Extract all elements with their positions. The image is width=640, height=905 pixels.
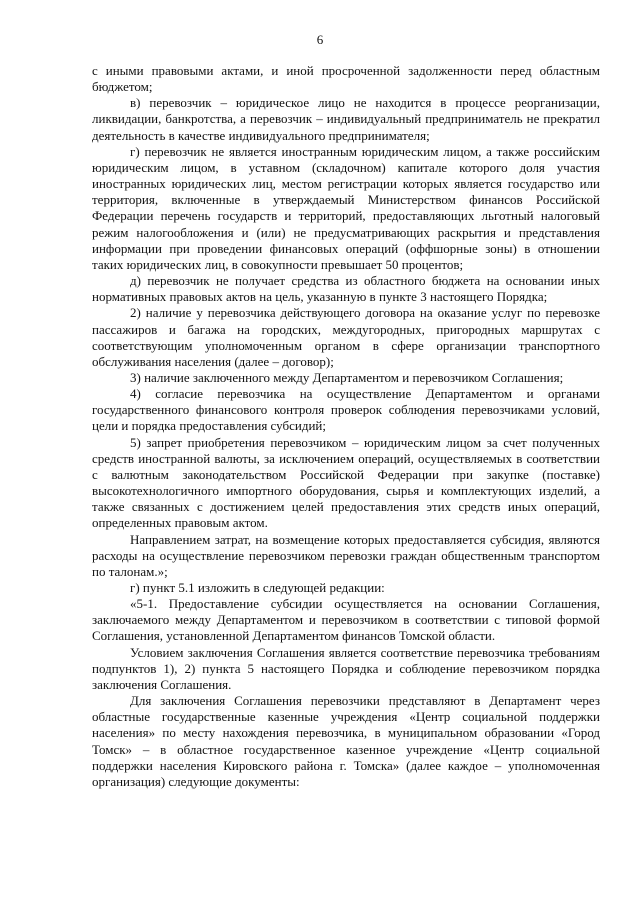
paragraph: 4) согласие перевозчика на осуществление Департаментом и органами государственного финансового контроля проверок соблюдения перевозчиками условий, цели и порядка предоставления субсидий; xyxy=(92,386,600,434)
paragraph: 3) наличие заключенного между Департаментом и перевозчиком Соглашения; xyxy=(130,369,564,385)
paragraph: 5) запрет приобретения перевозчиком – юридическим лицом за счет полученных средств иностранной валюты, за исключением операций, осуществляемых в соответствии с валютным законодательством Российской Федерации при закупке (поставке) высокотехнологичного импортного оборудования, сырья и комплектующих изделий, а также связанных с достижением целей предоставления этих средств иных операций, определенных правовым актом. xyxy=(92,434,600,531)
paragraph: г) перевозчик не является иностранным юридическим лицом, а также российским юридическим лицом, в уставном (складочном) капитале которого доля участия иностранных юридических лиц, местом регистрации которых является государство или территория, включенные в утверждаемый Министерством финансов Российской Федерации перечень государств и территорий, предоставляющих льготный налоговый режим налогообложения и (или) не предусматривающих раскрытия и представления информации при проведении финансовых операций (оффшорные зоны) в отношении таких юридических лиц, в совокупности превышает 50 процентов; xyxy=(92,143,600,272)
paragraph: Направлением затрат, на возмещение которых предоставляется субсидия, являются расходы на осуществление перевозчиком перевозки граждан общественным транспортом по талонам.»; xyxy=(92,531,600,579)
paragraph: г) пункт 5.1 изложить в следующей редакции: xyxy=(130,580,385,595)
paragraph: 2) наличие у перевозчика действующего договора на оказание услуг по перевозке пассажиров и багажа на городских, междугородных, пригородных маршрутах с соответствующим уполномоченным органом в сфере организации транспортного обслуживания населения (далее – договор); xyxy=(92,305,600,369)
paragraph: Для заключения Соглашения перевозчики представляют в Департамент через областные государственные казенные учреждения «Центр социальной поддержки населения» по месту нахождения перевозчика, в муниципальном образовании «Город Томск» – в областное государственное казенное учреждение «Центр социальной поддержки населения Кировского района г. Томска» (далее каждое – уполномоченная организация) следующие документы: xyxy=(92,693,600,789)
page-number: 6 xyxy=(316,32,324,47)
document-body xyxy=(92,63,600,790)
paragraph: «5-1. Предоставление субсидии осуществляется на основании Соглашения, заключаемого между Департаментом и перевозчиком в соответствии с типовой формой Соглашения, установленной Департаментом финансов Томской области. xyxy=(92,596,600,644)
paragraph: с иными правовыми актами, и иной просроченной задолженности перед областным бюджетом; xyxy=(92,63,600,95)
paragraph: д) перевозчик не получает средства из областного бюджета на основании иных нормативных правовых актов на цель, указанную в пункте 3 настоящего Порядка; xyxy=(92,273,600,305)
paragraph: Условием заключения Соглашения является соответствие перевозчика требованиям подпунктов 1), 2) пункта 5 настоящего Порядка и соблюдение перевозчиком порядка заключения Соглашения. xyxy=(92,644,600,692)
paragraph: в) перевозчик – юридическое лицо не находится в процессе реорганизации, ликвидации, банкротства, а перевозчик – индивидуальный предприниматель не прекратил деятельность в качестве индивидуального предпринимателя; xyxy=(92,95,600,143)
